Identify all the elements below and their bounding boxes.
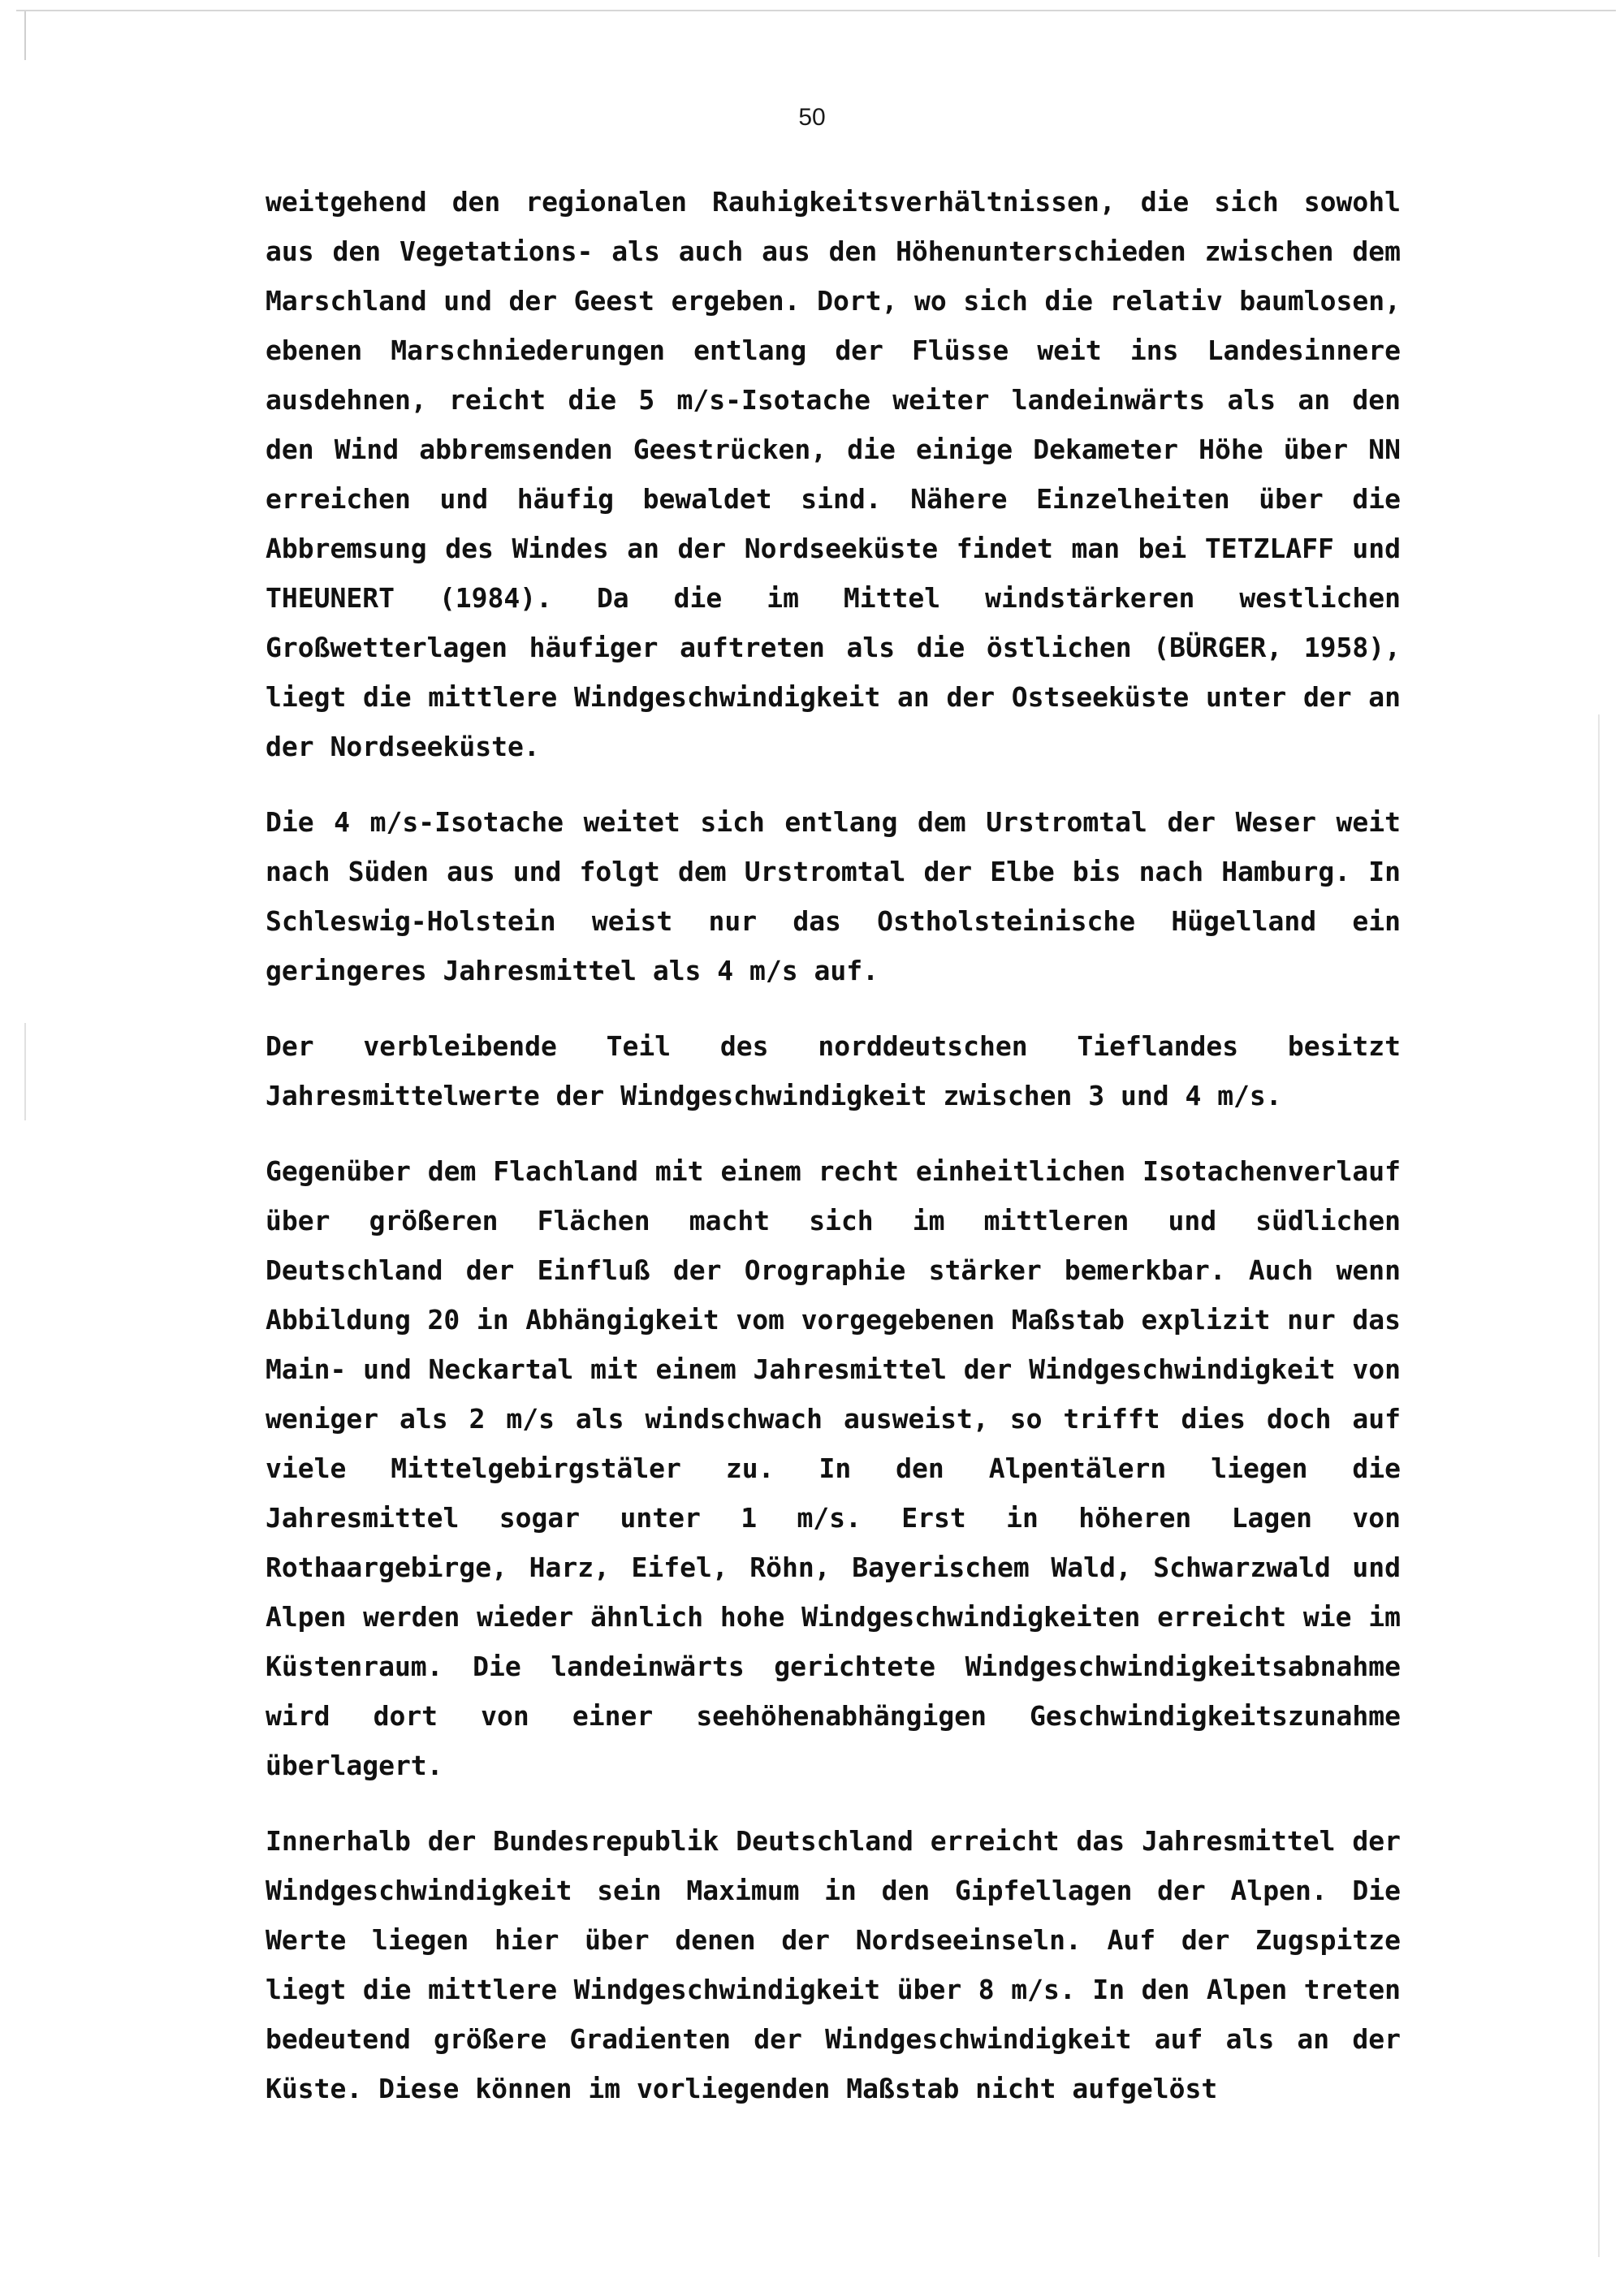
scan-edge-top <box>16 10 1616 11</box>
scan-edge-right <box>1598 714 1600 2257</box>
paragraph-5: Innerhalb der Bundesrepublik Deutschland erreicht das Jahresmittel der Windgeschwindigkeit sein Maximum in den Gipfellagen der Alpen. Die Werte liegen hier über denen der Nordseeinseln. Auf der Zugspitze liegt die mittlere Windgeschwindigkeit über 8 m/s. In den Alpen treten bedeutend größere Gradienten der Windgeschwindigkeit auf als an der Küste. Diese können im vorliegenden Maßstab nicht aufgelöst <box>266 1825 1401 2104</box>
scan-edge-left <box>24 11 26 60</box>
paragraph-4: Gegenüber dem Flachland mit einem recht einheitlichen Isotachenverlauf über größeren Flächen macht sich im mittleren und südlichen Deutschland der Einfluß der Orographie stärker bemerkbar. Auch wenn Abbildung 20 in Abhängigkeit vom vorgegebenen Maßstab explizit nur das Main- und Neckartal mit einem Jahresmittel der Windgeschwindigkeit von weniger als 2 m/s als windschwach ausweist, so trifft dies doch auf viele Mittelgebirgstäler zu. In den Alpentälern liegen die Jahresmittel sogar unter 1 m/s. Erst in höheren Lagen von Rothaargebirge, Harz, Eifel, Röhn, Bayerischem Wald, Schwarzwald und Alpen werden wieder ähnlich hohe Windgeschwindigkeiten erreicht wie im Küstenraum. Die landeinwärts gerichtete Windgeschwindigkeitsabnahme wird dort von einer seehöhenabhängigen Geschwindigkeitszunahme überlagert. <box>266 1155 1401 1781</box>
paragraph-3: Der verbleibende Teil des norddeutschen Tieflandes besitzt Jahresmittelwerte der Windgeschwindigkeit zwischen 3 und 4 m/s. <box>266 1030 1401 1111</box>
paragraph-1: weitgehend den regionalen Rauhigkeitsverhältnissen, die sich sowohl aus den Vegetations- als auch aus den Höhenunterschieden zwischen dem Marschland und der Geest ergeben. Dort, wo sich die relativ baumlosen, ebenen Marschniederungen entlang der Flüsse weit ins Landesinnere ausdehnen, reicht die 5 m/s-Isotache weiter landeinwärts als an den den Wind abbremsenden Geestrücken, die einige Dekameter Höhe über NN erreichen und häufig bewaldet sind. Nähere Einzelheiten über die Abbremsung des Windes an der Nordseeküste findet man bei TETZLAFF und THEUNERT (1984). Da die im Mittel windstärkeren westlichen Großwetterlagen häufiger auftreten als die östlichen (BÜRGER, 1958), liegt die mittlere Windgeschwindigkeit an der Ostseeküste unter der an der Nordseeküste. <box>266 186 1401 762</box>
scan-edge-left-lower <box>24 1023 26 1120</box>
page-number: 50 <box>798 104 826 131</box>
body-text <box>266 177 1401 2139</box>
paragraph-2: Die 4 m/s-Isotache weitet sich entlang dem Urstromtal der Weser weit nach Süden aus und folgt dem Urstromtal der Elbe bis nach Hamburg. In Schleswig-Holstein weist nur das Ostholsteinische Hügelland ein geringeres Jahresmittel als 4 m/s auf. <box>266 806 1401 986</box>
